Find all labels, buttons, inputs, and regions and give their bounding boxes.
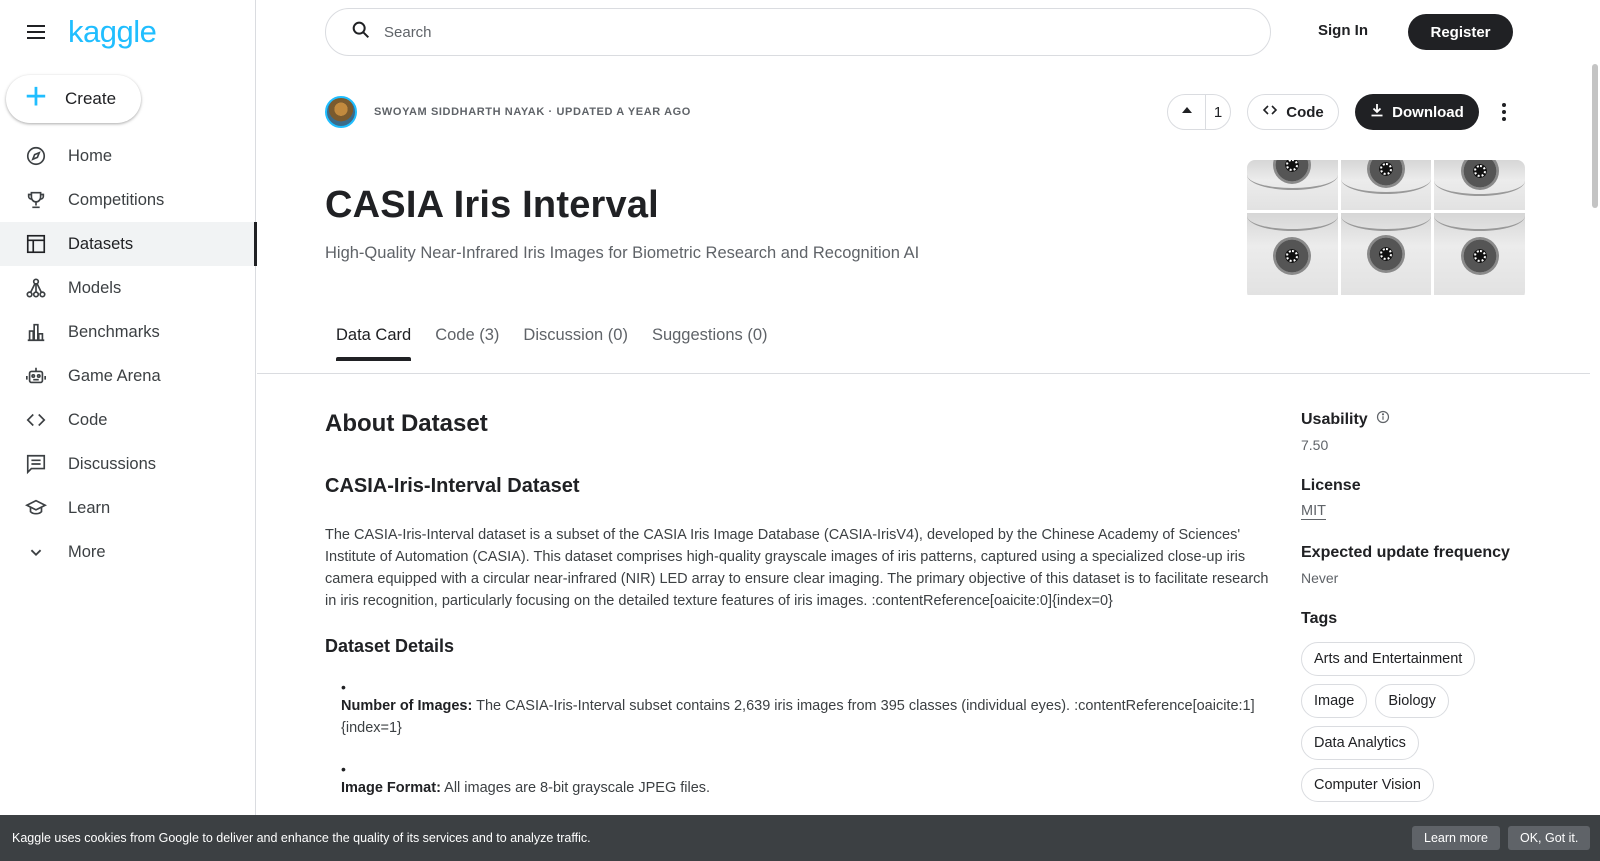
detail-text: The CASIA-Iris-Interval subset contains 2,639 iris images from 395 classes (individual eyes). :contentReference[oaicite:1]{index=1} <box>341 698 1255 736</box>
tab-data-card[interactable]: Data Card <box>336 326 411 361</box>
tag-chip[interactable]: Arts and Entertainment <box>1301 642 1475 676</box>
thumbnail-eye-image <box>1247 160 1338 210</box>
frequency-value: Never <box>1301 570 1339 586</box>
sidebar-item-label: More <box>68 542 106 561</box>
sidebar-item-competitions[interactable] <box>0 178 256 222</box>
comment-icon <box>24 452 48 476</box>
caret-up-icon <box>1181 103 1193 121</box>
tag-chip[interactable]: Image <box>1301 684 1367 718</box>
upvote-control <box>1167 94 1231 130</box>
sidebar-item-benchmarks[interactable] <box>0 310 256 354</box>
dataset-tabs <box>336 326 768 361</box>
code-button-label: Code <box>1286 103 1324 121</box>
sidebar-item-label: Competitions <box>68 190 165 209</box>
usability-label-row <box>1301 410 1541 429</box>
register-button[interactable]: Register <box>1408 14 1513 50</box>
detail-label: Number of Images: <box>341 698 473 714</box>
license-label: License <box>1301 477 1361 494</box>
tag-chip[interactable]: Data Analytics <box>1301 726 1419 760</box>
sidebar-header <box>0 0 255 64</box>
sidebar-item-more[interactable] <box>0 530 256 574</box>
search-icon <box>350 19 372 46</box>
table-icon <box>24 232 48 256</box>
cookie-text: Kaggle uses cookies from Google to deliver and enhance the quality of its services and to analyze traffic. <box>12 831 591 845</box>
accept-cookies-button[interactable]: OK, Got it. <box>1508 826 1590 850</box>
about-heading: About Dataset <box>325 410 488 437</box>
detail-label: Image Format: <box>341 780 441 796</box>
bar-chart-icon <box>24 320 48 344</box>
thumbnail-eye-image <box>1341 160 1432 210</box>
thumbnail-eye-image <box>1247 213 1338 295</box>
cookie-banner <box>0 815 1600 861</box>
tab-divider <box>257 373 1590 374</box>
trophy-icon <box>24 188 48 212</box>
sidebar-item-label: Discussions <box>68 454 157 473</box>
code-icon <box>1262 102 1278 122</box>
bullet: • <box>341 761 346 777</box>
thumbnail-eye-image <box>1434 213 1525 295</box>
author-row <box>325 96 691 128</box>
plus-icon: + <box>24 76 48 118</box>
license-link[interactable]: MIT <box>1301 503 1326 519</box>
tab-code[interactable]: Code (3) <box>435 326 500 344</box>
model-graph-icon <box>24 276 48 300</box>
vote-count[interactable]: 1 <box>1213 103 1223 121</box>
create-button[interactable] <box>6 75 141 123</box>
more-options-icon[interactable] <box>1492 98 1516 126</box>
sidebar-item-label: Home <box>68 146 113 165</box>
create-label: Create <box>65 89 117 108</box>
sidebar-item-models[interactable] <box>0 266 256 310</box>
sidebar-item-label: Code <box>68 410 108 429</box>
data-card-content <box>325 410 1269 799</box>
dataset-subtitle: High-Quality Near-Infrared Iris Images for Biometric Research and Recognition AI <box>325 244 920 262</box>
compass-icon <box>24 144 48 168</box>
details-heading: Dataset Details <box>325 636 455 656</box>
license-block <box>1301 477 1541 520</box>
usability-value: 7.50 <box>1301 437 1329 453</box>
download-button-label: Download <box>1392 103 1464 121</box>
usability-label: Usability <box>1301 410 1368 428</box>
detail-text: All images are 8-bit grayscale JPEG files. <box>440 780 711 796</box>
author-line: SWOYAM SIDDHARTH NAYAK · UPDATED A YEAR AGO <box>374 106 691 118</box>
learn-more-button[interactable]: Learn more <box>1412 826 1500 850</box>
sidebar-item-label: Benchmarks <box>68 322 160 341</box>
list-item <box>341 679 1269 739</box>
code-icon <box>24 408 48 432</box>
kaggle-logo[interactable]: kaggle <box>68 14 157 49</box>
sidebar-nav <box>0 134 256 574</box>
usability-block <box>1301 410 1541 453</box>
info-icon[interactable] <box>1376 410 1390 429</box>
hamburger-menu-icon[interactable] <box>24 20 48 44</box>
thumbnail-eye-image <box>1341 213 1432 295</box>
sidebar <box>0 0 256 861</box>
download-icon <box>1370 103 1384 121</box>
sign-in-button[interactable]: Sign In <box>1318 22 1368 39</box>
dataset-meta-panel <box>1301 410 1541 826</box>
page-scrollbar[interactable] <box>1592 64 1598 208</box>
upvote-button[interactable] <box>1168 95 1206 129</box>
search-bar[interactable] <box>325 8 1271 56</box>
download-button[interactable] <box>1355 94 1479 130</box>
tab-discussion[interactable]: Discussion (0) <box>523 326 628 344</box>
frequency-label: Expected update frequency <box>1301 544 1510 561</box>
sidebar-item-label: Datasets <box>68 234 134 253</box>
tags-block <box>1301 610 1541 802</box>
sidebar-item-learn[interactable] <box>0 486 256 530</box>
sidebar-item-label: Learn <box>68 498 111 517</box>
tab-suggestions[interactable]: Suggestions (0) <box>651 326 768 344</box>
thumbnail-eye-image <box>1434 160 1525 210</box>
robot-icon <box>24 364 48 388</box>
dataset-thumbnail <box>1247 160 1525 300</box>
sidebar-item-discussions[interactable] <box>0 442 256 486</box>
chevron-down-icon <box>24 540 48 564</box>
school-icon <box>24 496 48 520</box>
search-input[interactable] <box>384 24 1184 41</box>
description-paragraph: The CASIA-Iris-Interval dataset is a subset of the CASIA Iris Image Database (CASIA-IrisV4), developed by the Chinese Academy of Sciences' Institute of Automation (CASIA). This dataset comprises high-quality grayscale images of iris patterns, captured using a specialized close-up iris camera equipped with a circular near-infrared (NIR) LED array to ensure clear imaging. The primary objective of this dataset is to facilitate research in iris recognition, particularly focusing on the detailed texture features of iris images. :contentReference[oaicite:0]{index=0} <box>325 527 1269 609</box>
sidebar-item-label: Game Arena <box>68 366 161 385</box>
frequency-block <box>1301 544 1541 586</box>
avatar[interactable] <box>325 96 357 128</box>
code-button[interactable] <box>1247 94 1339 130</box>
tag-chip[interactable]: Computer Vision <box>1301 768 1434 802</box>
sidebar-item-code[interactable] <box>0 398 256 442</box>
dataset-title: CASIA Iris Interval <box>325 184 659 226</box>
list-item <box>341 761 1269 799</box>
sidebar-item-home[interactable] <box>0 134 256 178</box>
dataset-name-heading: CASIA-Iris-Interval Dataset <box>325 475 580 497</box>
bullet: • <box>341 679 346 695</box>
tag-list <box>1301 642 1541 802</box>
sidebar-item-game-arena[interactable] <box>0 354 256 398</box>
tag-chip[interactable]: Biology <box>1375 684 1449 718</box>
sidebar-item-datasets[interactable] <box>0 222 256 266</box>
tags-label: Tags <box>1301 610 1338 627</box>
sidebar-item-label: Models <box>68 278 122 297</box>
